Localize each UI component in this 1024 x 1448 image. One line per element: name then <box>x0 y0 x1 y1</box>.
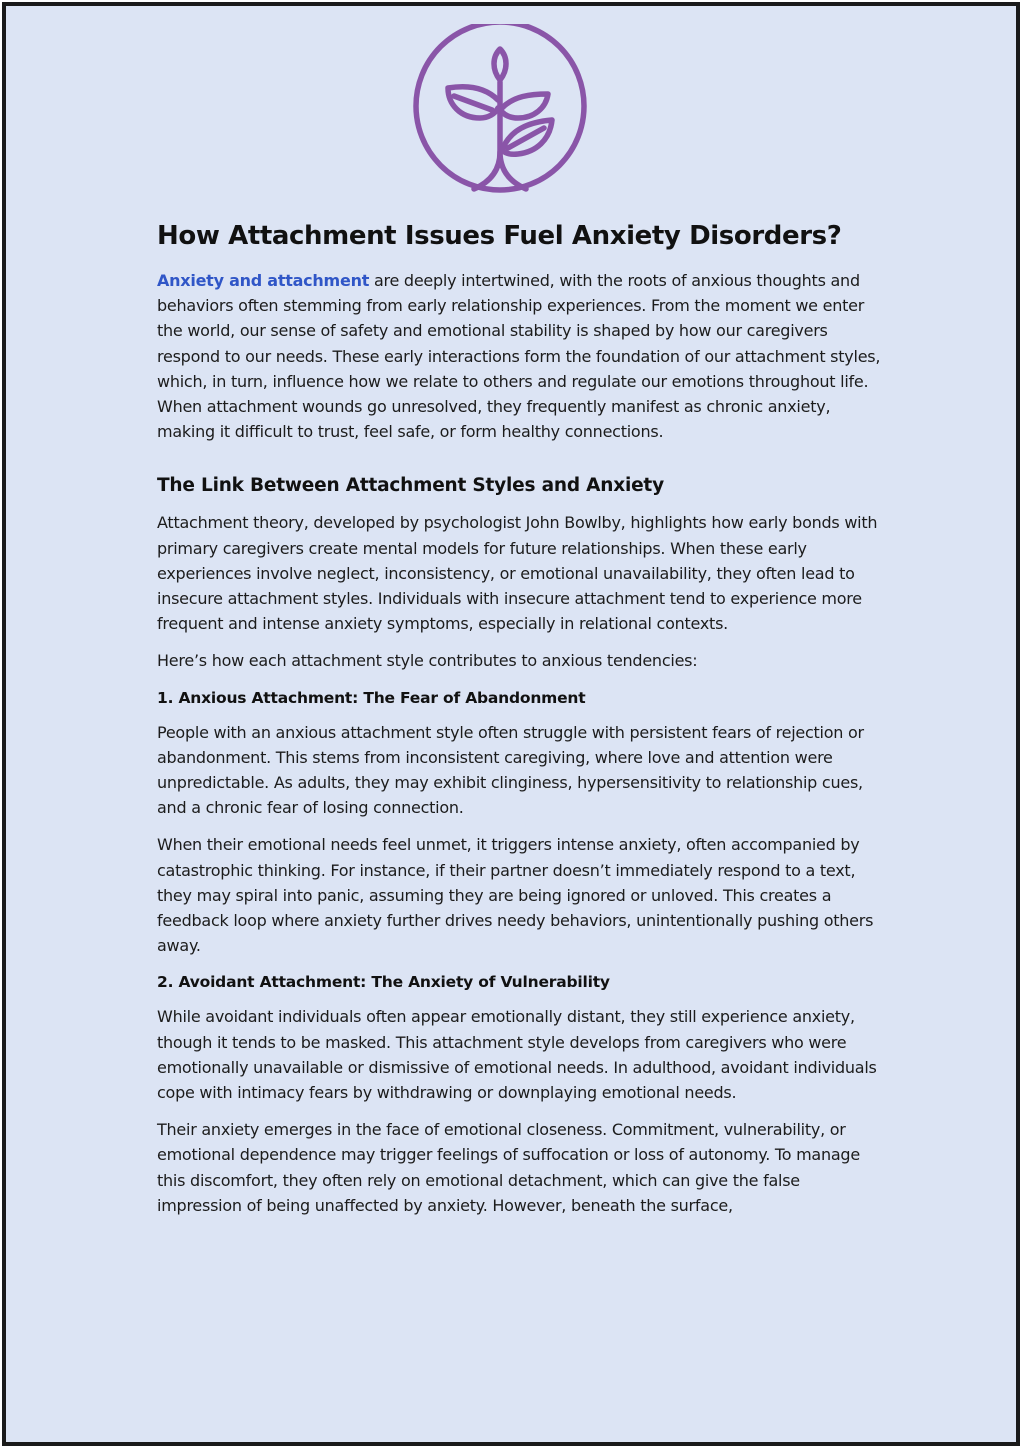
subheading-avoidant-attachment: 2. Avoidant Attachment: The Anxiety of Vulnerability <box>157 973 610 992</box>
article <box>157 216 887 1230</box>
avoidant-paragraph-1: While avoidant individuals often appear emotionally distant, they still experience anxiety, though it tends to be masked. This attachment style develops from caregivers who were emotionally unavailable or dismissive of emotional needs. In adulthood, avoidant individuals cope with intimacy fears by withdrawing or downplaying emotional needs. <box>157 1007 877 1103</box>
page-title: How Attachment Issues Fuel Anxiety Disorders? <box>157 221 842 251</box>
section1-paragraph-1: Attachment theory, developed by psychologist John Bowlby, highlights how early bonds with primary caregivers create mental models for future relationships. When these early experiences involve neglect, inconsistency, or emotional unavailability, they often lead to insecure attachment styles. Individuals with insecure attachment tend to experience more frequent and intense anxiety symptoms, especially in relational contexts. <box>157 513 878 634</box>
anxious-paragraph-2: When their emotional needs feel unmet, it triggers intense anxiety, often accompanied by catastrophic thinking. For instance, if their partner doesn’t immediately respond to a text, they may spiral into panic, assuming they are being ignored or unloved. This creates a feedback loop where anxiety further drives needy behaviors, unintentionally pushing others away. <box>157 835 874 956</box>
document-page <box>2 2 1020 1446</box>
anxious-paragraph-1: People with an anxious attachment style often struggle with persistent fears of rejection or abandonment. This stems from inconsistent caregiving, where love and attention were unpredictable. As adults, they may exhibit clinginess, hypersensitivity to relationship cues, and a chronic fear of losing connection. <box>157 722 864 818</box>
subheading-anxious-attachment: 1. Anxious Attachment: The Fear of Abandonment <box>157 688 586 707</box>
section1-paragraph-2: Here’s how each attachment style contributes to anxious tendencies: <box>157 651 698 671</box>
intro-paragraph <box>157 268 887 444</box>
plant-in-circle-icon <box>408 24 592 208</box>
section-heading-link-between: The Link Between Attachment Styles and Anxiety <box>157 475 664 497</box>
intro-text: are deeply intertwined, with the roots of anxious thoughts and behaviors often stemming from early relationship experiences. From the moment we enter the world, our sense of safety and emotional stability is shaped by how our caregivers respond to our needs. These early interactions form the foundation of our attachment styles, which, in turn, influence how we relate to others and regulate our emotions throughout life. When attachment wounds go unresolved, they frequently manifest as chronic anxiety, making it difficult to trust, feel safe, or form healthy connections. <box>157 271 881 442</box>
avoidant-paragraph-2: Their anxiety emerges in the face of emotional closeness. Commitment, vulnerability, or emotional dependence may trigger feelings of suffocation or loss of autonomy. To manage this discomfort, they often rely on emotional detachment, which can give the false impression of being unaffected by anxiety. However, beneath the surface, <box>157 1120 860 1215</box>
anxiety-attachment-link[interactable]: Anxiety and attachment <box>157 271 370 290</box>
